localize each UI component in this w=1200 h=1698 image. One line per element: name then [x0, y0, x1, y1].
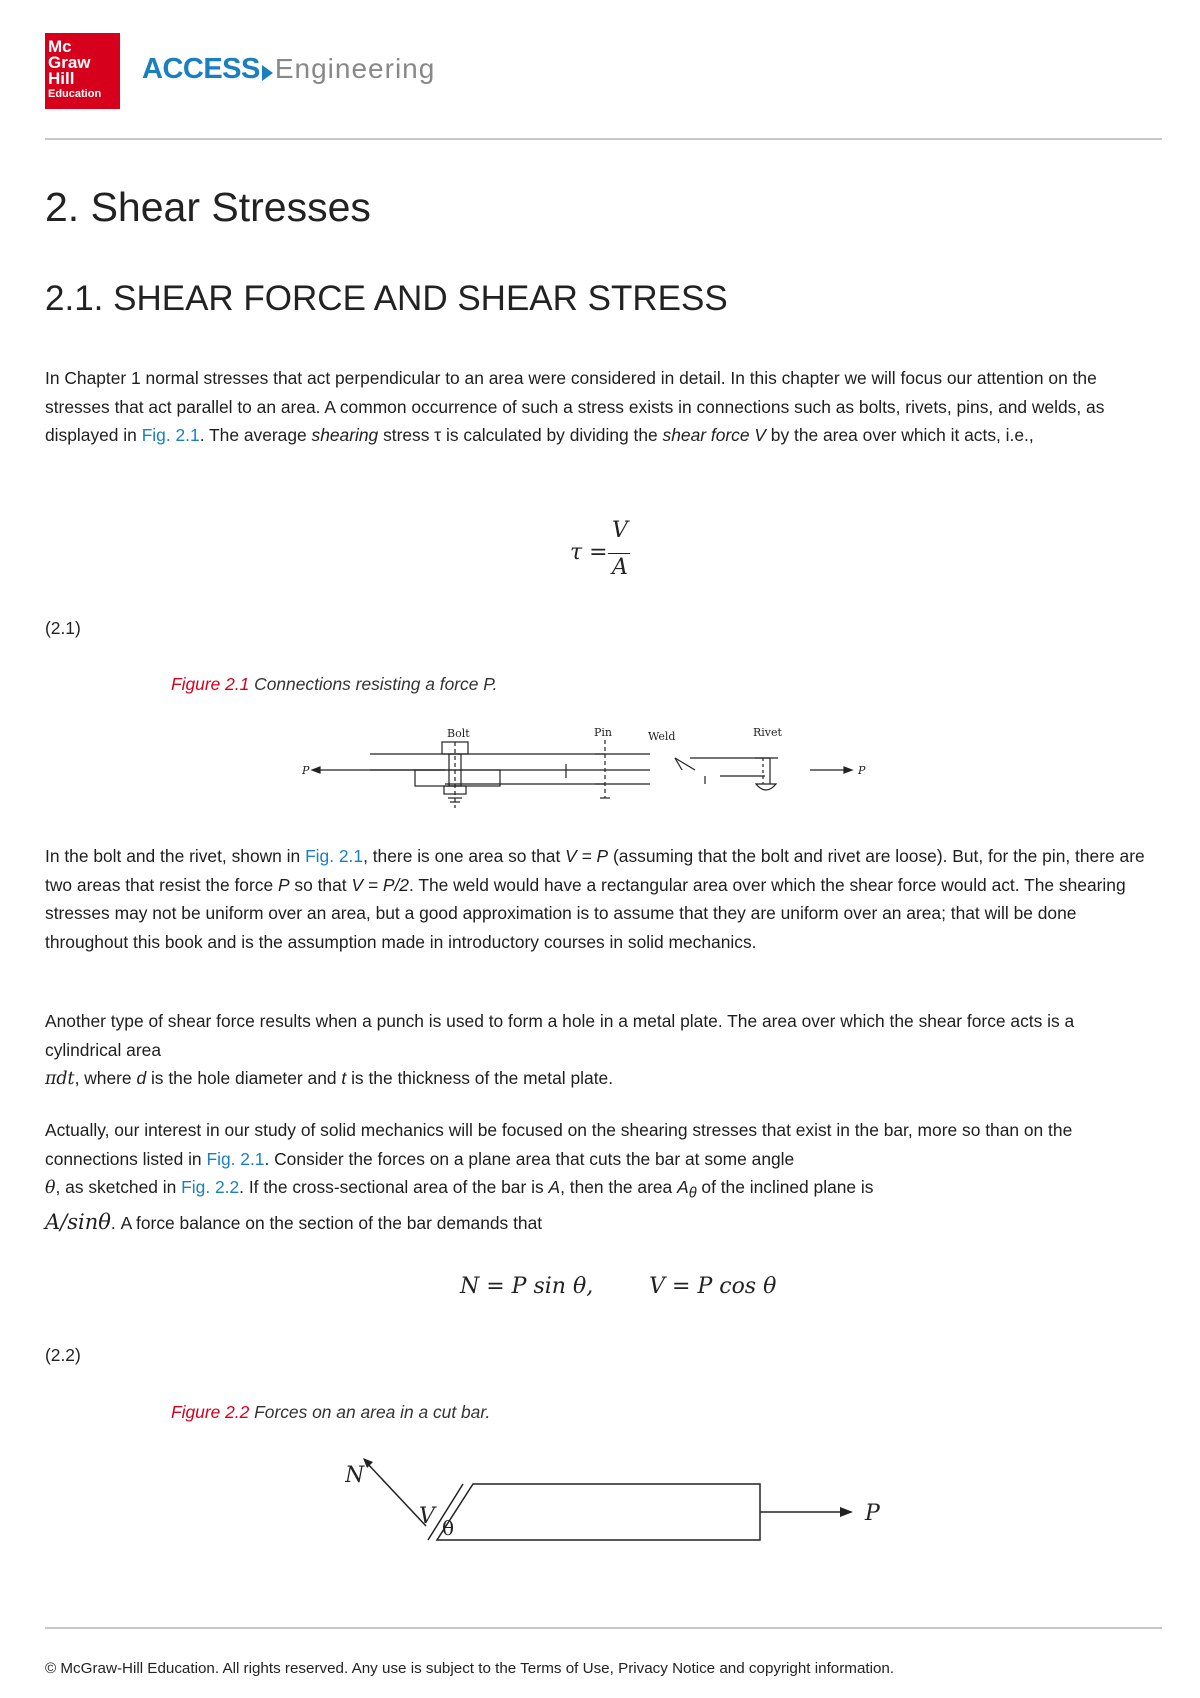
play-arrow-icon	[262, 65, 273, 81]
text: , then the area	[560, 1177, 678, 1197]
equation-numerator: V	[612, 518, 628, 543]
text: In Chapter 1 normal stresses that act perpendicular to an area were considered in detail. In this chapter we will focus our attention on the stresses that act parallel to an area. A common occurrence of such a stress exists in connections such as bolts, rivets, pins, and welds, as displayed in	[45, 368, 1105, 445]
caption-text: Connections resisting a force P.	[249, 674, 498, 694]
figure-label[interactable]: Figure 2.1	[171, 674, 250, 694]
text: is the thickness of the metal plate.	[346, 1068, 614, 1088]
text: . The average	[199, 425, 312, 445]
fig-2-1-link[interactable]: Fig. 2.1	[305, 846, 364, 866]
fig-2-1-link[interactable]: Fig. 2.1	[141, 425, 200, 445]
equation-lhs: τ =	[570, 540, 608, 565]
section-title: 2.1. SHEAR FORCE AND SHEAR STRESS	[45, 279, 728, 318]
logo-line: Hill	[48, 69, 75, 88]
arrow-head-icon	[312, 767, 320, 773]
rivet-label: Rivet	[753, 726, 782, 739]
chapter-title: 2. Shear Stresses	[45, 184, 371, 230]
logo-engineering-text: Engineering	[274, 53, 436, 84]
logo-access-text: ACCESS	[142, 53, 260, 85]
text: , as sketched in	[55, 1177, 182, 1197]
text: . A force balance on the section of the bar demands that	[110, 1212, 543, 1233]
figure-2-2-caption	[171, 1402, 490, 1423]
text: stress τ is calculated by dividing the	[378, 425, 663, 445]
equation-2-2: N = P sin θ, V = P cos θ	[460, 1274, 777, 1299]
text-emphasis: P	[277, 874, 290, 895]
logo-line: Mc	[48, 37, 72, 56]
force-p-label: P	[865, 1501, 880, 1526]
angle-theta-label: θ	[442, 1516, 455, 1540]
header	[45, 33, 1162, 111]
caption-text: Forces on an area in a cut bar.	[249, 1402, 491, 1422]
arrow-head-icon	[363, 1458, 373, 1468]
normal-force-arrow	[366, 1462, 426, 1526]
header-divider	[45, 138, 1162, 140]
text-emphasis: A	[677, 1177, 689, 1197]
text: . The weld would have a rectangular area over which the shear force would act. The shearing stresses may not be uniform over an area, but a good approximation is to assume that they are uniform over an area; that will be done throughout this book and is the assumption made in introductory courses in solid mechanics.	[45, 874, 1126, 952]
text: Another type of shear force results when a punch is used to form a hole in a metal plate. The area over which the shear force acts is a cylindrical area	[45, 1011, 1075, 1060]
paragraph-3	[45, 1007, 1145, 1094]
fraction-bar	[608, 553, 630, 554]
rivet-head	[756, 784, 776, 790]
text-emphasis: V = P	[565, 846, 609, 866]
logo-line: Graw	[48, 53, 91, 72]
logo-line: Education	[48, 88, 102, 100]
figure-2-1-diagram	[300, 722, 960, 822]
equation-denominator: A	[612, 555, 628, 580]
normal-force-label: N	[345, 1463, 365, 1488]
cut-bar	[437, 1484, 760, 1540]
paragraph-4	[45, 1116, 1145, 1237]
text: by the area over which it acts, i.e.,	[765, 425, 1034, 445]
weld-label: Weld	[648, 730, 676, 743]
text: In the bolt and the rivet, shown in	[45, 846, 306, 866]
figure-2-1-caption	[171, 674, 497, 695]
pin-label: Pin	[594, 726, 613, 739]
footer-copyright: © McGraw-Hill Education. All rights reserved. Any use is subject to the Terms of Use, Privacy Notice and copyright information.	[45, 1660, 895, 1677]
force-p-left-label: P	[302, 764, 310, 777]
arrow-head-icon	[840, 1507, 853, 1517]
figure-label[interactable]: Figure 2.2	[171, 1402, 250, 1422]
figure-2-2-diagram	[345, 1448, 905, 1558]
equation-number: (2.2)	[45, 1345, 81, 1365]
paragraph-2	[45, 842, 1145, 956]
text: . Consider the forces on a plane area that cuts the bar at some angle	[264, 1148, 795, 1169]
force-p-right-label: P	[858, 764, 866, 777]
mcgraw-hill-logo[interactable]	[45, 33, 120, 109]
paragraph-1	[45, 364, 1145, 450]
text-emphasis: d	[136, 1068, 147, 1088]
footer-divider	[45, 1627, 1162, 1629]
fig-2-2-link[interactable]: Fig. 2.2	[181, 1177, 240, 1197]
text-emphasis: V = P/2	[351, 874, 409, 895]
text: , where	[74, 1068, 137, 1088]
math-a-over-sin-theta: A/sinθ	[45, 1209, 111, 1234]
text-emphasis: shear force V	[662, 425, 766, 445]
text-emphasis: t	[341, 1068, 347, 1088]
text: of the inclined plane is	[696, 1177, 874, 1197]
text-emphasis: shearing	[311, 425, 379, 445]
equation-number: (2.1)	[45, 618, 81, 638]
text-subscript: θ	[688, 1185, 697, 1202]
fig-2-1-link[interactable]: Fig. 2.1	[206, 1148, 265, 1169]
text: is the hole diameter and	[146, 1068, 342, 1088]
bolt-label: Bolt	[447, 727, 470, 740]
text: Actually, our interest in our study of solid mechanics will be focused on the shearing stresses that exist in the bar, more so than on the connections listed in	[45, 1120, 1073, 1169]
math-pi-d-t: πdt	[45, 1069, 75, 1089]
text: . If the cross-sectional area of the bar is	[239, 1177, 549, 1197]
text: so that	[289, 874, 352, 895]
text: , there is one area so that	[363, 846, 566, 866]
text-emphasis: A	[548, 1177, 561, 1197]
math-theta: θ	[45, 1178, 56, 1198]
access-engineering-logo[interactable]	[142, 53, 435, 93]
shear-force-label: V	[419, 1504, 435, 1529]
page	[45, 0, 1162, 1698]
text: (assuming that the bolt and rivet are loose). But, for the pin, there are two areas that resist the force	[45, 846, 1145, 895]
arrow-head-icon	[844, 767, 852, 773]
